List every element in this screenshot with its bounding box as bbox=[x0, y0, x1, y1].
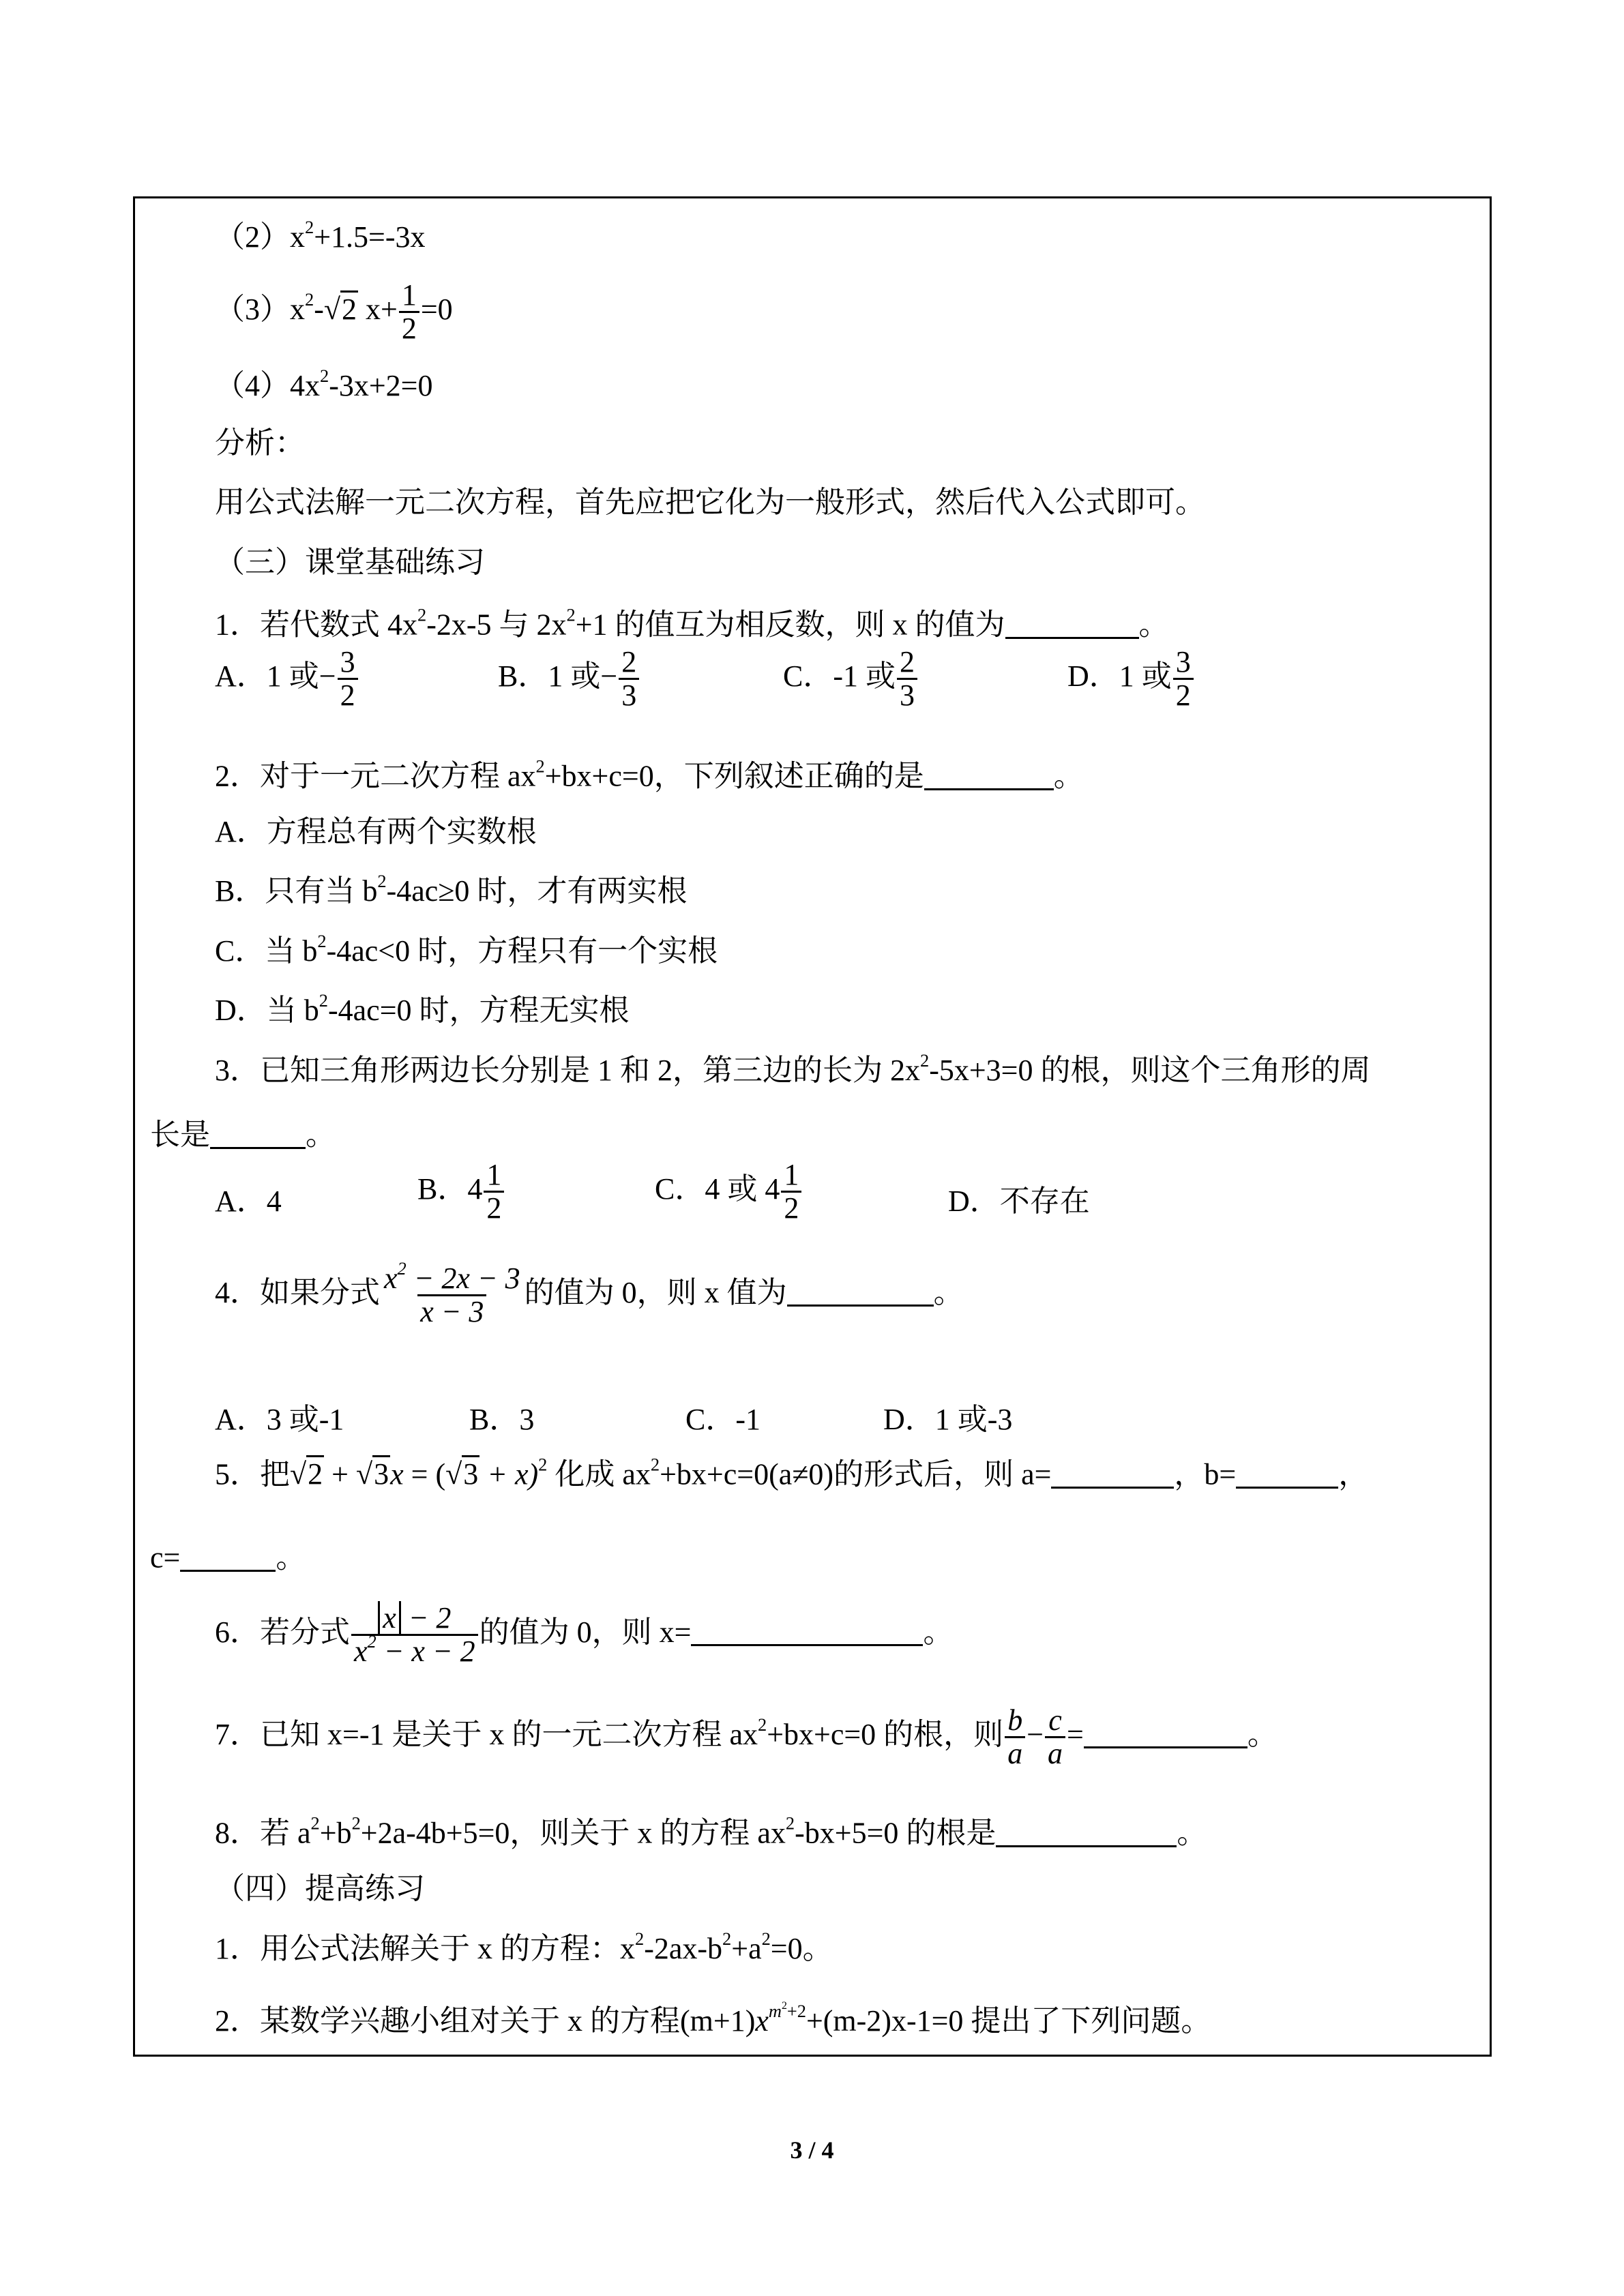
question-7: 7．已知 x=-1 是关于 x 的一元二次方程 $ax^2+bx+c=0$ 的根，则 $\frac{b}{a}$ − $\frac{c}{a}$ = 。 bbox=[215, 1703, 1278, 1771]
answer-blank bbox=[691, 1614, 923, 1646]
sqrt-2: √2 bbox=[324, 295, 358, 325]
q4-option-b: B．3 bbox=[469, 1403, 535, 1436]
question-1: 1．若代数式 $4x^2-2x-5$ 与 $2x^2+1$ 的值互为相反数，则 x 的值为 。 bbox=[215, 604, 1169, 642]
answer-blank-b bbox=[1236, 1457, 1338, 1489]
q2-option-a: A．方程总有两个实数根 bbox=[215, 815, 537, 848]
answer-blank bbox=[1084, 1716, 1247, 1748]
q1-option-d: D．1 或 $\frac{3}{2}$ bbox=[1067, 646, 1195, 711]
fraction-half: $\frac{1}{2}$ bbox=[399, 280, 419, 344]
answer-blank bbox=[787, 1274, 934, 1307]
q1-option-b: B．1 或− $\frac{2}{3}$ bbox=[498, 646, 640, 711]
answer-blank bbox=[924, 758, 1054, 790]
question-4: 4．如果分式 $\frac{x^2 - 2x - 3}{x - 3}$ 的值为 0，则 x 值为 。 bbox=[215, 1258, 964, 1329]
content-frame bbox=[133, 196, 1492, 2057]
equation-2: $(2)x^2+1.5=-3x$ bbox=[215, 217, 426, 254]
section-4-title: （四）提高练习 bbox=[215, 1872, 425, 1905]
question-8: 8．若 $a^2+b^2+2a-4b+5=0$，则关于 x 的方程 $ax^2-bx+5=0$ 的根是 。 bbox=[215, 1813, 1207, 1850]
q4-option-d: D．1 或-3 bbox=[883, 1403, 1013, 1436]
question-5: 5．把$√2 + √3x = (√3 + x)^2$ 化成 $ax^2+bx+c=0(a\ne 0)$的形式后，则 a= ，b= ， bbox=[215, 1454, 1369, 1491]
q3-option-a: A．4 bbox=[215, 1184, 282, 1218]
question-2: 2．对于一元二次方程 $ax^2+bx+c=0$，下列叙述正确的是 。 bbox=[215, 756, 1084, 793]
q2-option-b: B．只有当 $b^2-4ac\ge 0$ 时，才有两实根 bbox=[215, 871, 688, 908]
q1-option-c: C．-1 或 $\frac{2}{3}$ bbox=[783, 646, 919, 711]
practice-2: 2．某数学兴趣小组对关于 x 的方程$(m+1)x^{m^2+2}+(m-2)x-1=0$ 提出了下列问题。 bbox=[215, 2000, 1211, 2038]
q3-option-d: D．不存在 bbox=[948, 1184, 1090, 1218]
analysis-text: 用公式法解一元二次方程，首先应把它化为一般形式，然后代入公式即可。 bbox=[215, 486, 1205, 519]
equation-3: $(3)x^2-√2$ x+ $\frac{1}{2}$ =0 bbox=[215, 278, 453, 346]
answer-blank-c bbox=[180, 1540, 276, 1572]
q2-option-c: C．当 $b^2-4ac<0$ 时，方程只有一个实根 bbox=[215, 931, 718, 968]
answer-blank-a bbox=[1051, 1457, 1174, 1489]
equation-4: $(4)4x^2-3x+2=0$ bbox=[215, 366, 433, 402]
question-5-cont: c= 。 bbox=[150, 1540, 306, 1575]
question-3-cont: 长是 。 bbox=[150, 1118, 336, 1152]
q4-fraction: $\frac{x^2 - 2x - 3}{x - 3}$ bbox=[384, 1258, 520, 1329]
analysis-label: 分析： bbox=[215, 426, 305, 460]
q3-option-c: C．4 或 4 $\frac{1}{2}$ bbox=[655, 1159, 803, 1224]
answer-blank bbox=[1005, 607, 1139, 639]
q2-option-d: D．当 $b^2-4ac=0$ 时，方程无实根 bbox=[215, 990, 630, 1027]
question-6: 6．若分式 $\frac{x - 2}{x^2 - x - 2}$ 的值为 0，则 x= 。 bbox=[215, 1601, 954, 1669]
practice-1: 1．用公式法解关于 x 的方程：$x^2-2ax-b^2+a^2=0$。 bbox=[215, 1928, 833, 1965]
q4-option-c: C．-1 bbox=[685, 1403, 761, 1436]
q3-option-b: B．4 $\frac{1}{2}$ bbox=[417, 1159, 505, 1224]
q1-option-a: A．1 或− $\frac{3}{2}$ bbox=[215, 646, 359, 711]
q6-fraction: $\frac{x - 2}{x^2 - x - 2}$ bbox=[351, 1602, 478, 1667]
question-3: 3．已知三角形两边长分别是 1 和 2，第三边的长为 $2x^2-5x+3=0$ 的根，则这个三角形的周 bbox=[215, 1050, 1371, 1087]
section-3-title: （三）课堂基础练习 bbox=[215, 546, 485, 579]
answer-blank bbox=[210, 1117, 306, 1149]
answer-blank bbox=[996, 1815, 1177, 1847]
q4-option-a: A．3 或-1 bbox=[215, 1403, 344, 1436]
page-number: 3 / 4 bbox=[790, 2136, 834, 2164]
